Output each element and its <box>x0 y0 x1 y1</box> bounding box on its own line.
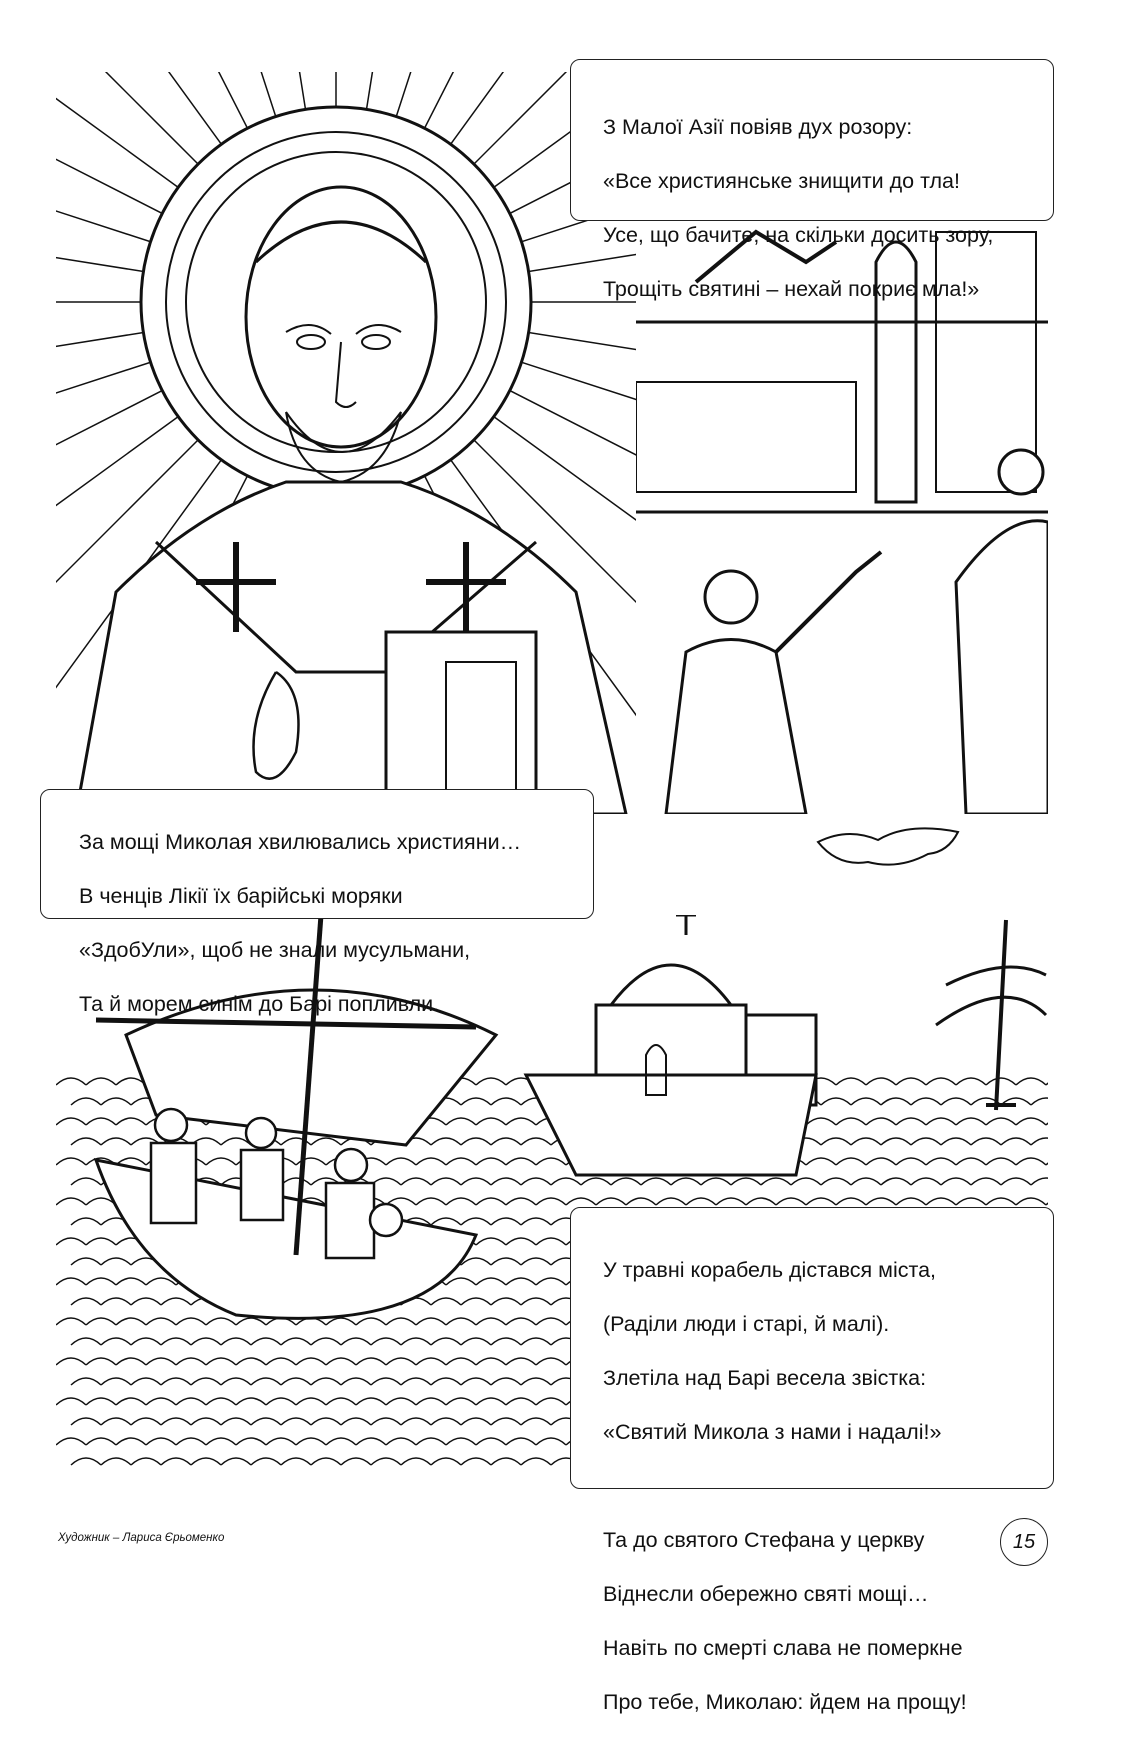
caption-bottom-line-4: «Святий Микола з нами і надалі!» <box>603 1420 942 1444</box>
caption-bottom-line-3: Злетіла над Барі весела звістка: <box>603 1366 927 1390</box>
caption-top-line-1: З Малої Азії повіяв дух розору: <box>603 115 913 139</box>
caption-middle <box>40 789 594 1016</box>
caption-bottom-line-5: Та до святого Стефана у церкву <box>603 1528 925 1552</box>
caption-bottom-line-7: Навіть по смерті слава не померкне <box>603 1636 963 1660</box>
page-number-text: 15 <box>1012 1530 1036 1553</box>
page-number <box>1000 1518 1048 1566</box>
caption-bottom-line-8: Про тебе, Миколаю: йдем на прощу! <box>603 1690 967 1714</box>
saint-nicholas-illustration <box>56 72 638 814</box>
caption-bottom-stanza-gap <box>603 1473 1043 1500</box>
caption-top-line-3: Усе, що бачите, на скільки досить зору, <box>603 223 994 247</box>
cloud-decoration <box>808 822 968 872</box>
artist-credit: Художник – Лариса Єрьоменко <box>58 1532 225 1544</box>
cloud-illustration <box>808 822 968 872</box>
caption-middle-line-4: Та й морем синім до Барі попливли. <box>79 992 440 1016</box>
caption-top-line-2: «Все християнське знищити до тла! <box>603 169 960 193</box>
caption-bottom-line-2: (Раділи люди і старі, й малі). <box>603 1312 890 1336</box>
caption-middle-line-2: В ченців Лікії їх барійські моряки <box>79 884 403 908</box>
caption-top <box>570 59 1054 301</box>
panel-saint-nicholas <box>56 72 638 814</box>
caption-middle-line-1: За мощі Миколая хвилювались християни… <box>79 830 522 854</box>
caption-top-line-4: Трощіть святині – нехай покриє мла!» <box>603 277 980 301</box>
caption-middle-line-3: «ЗдобУли», щоб не знали мусульмани, <box>79 938 471 962</box>
caption-bottom-line-1: У травні корабель дістався міста, <box>603 1258 937 1282</box>
caption-bottom-line-6: Віднесли обережно святі мощі… <box>603 1582 929 1606</box>
